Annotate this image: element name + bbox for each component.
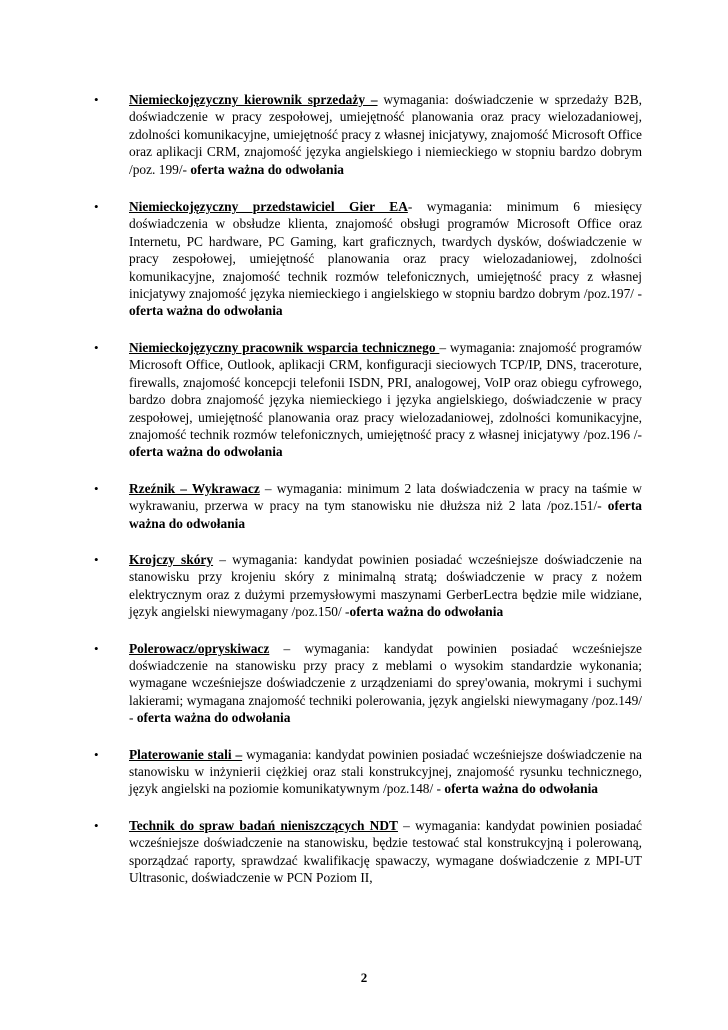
bullet-icon: • xyxy=(94,339,99,355)
bullet-icon: • xyxy=(94,92,99,107)
offer-requirements: – wymagania: kandydat powinien posiadać wcześniejsze doświadczenie na stanowisku, będzie testować stal konstrukcyjną i polerowaną, sporządzać raporty, sprawdzać kwalifikację spawaczy, wymagane doświadczenie z MPI-UT Ultrasonic, doświadczenie w PCN Poziom II, xyxy=(129,817,642,886)
offer-requirements: – wymagania: kandydat powinien posiadać wcześniejsze doświadczenie na stanowisku przy pracy z meblami o wysokim standardzie wykonania; wymagane wcześniejsze doświadczenie z urządzeniami do sprey'owania, mokrymi i suchymi lakierami; wymagana znajomość techniki polerowania, język angielski niewymagany /poz.149/ - xyxy=(129,640,642,726)
offer-title: Niemieckojęzyczny pracownik wsparcia technicznego xyxy=(129,339,440,355)
job-offer-item xyxy=(94,640,642,727)
job-offer-item xyxy=(94,746,642,798)
offer-validity: oferta ważna do odwołania xyxy=(444,781,598,797)
offer-title: Technik do spraw badań nieniszczących NDT xyxy=(129,817,398,833)
page-number: 2 xyxy=(360,970,368,985)
bullet-icon: • xyxy=(94,480,99,496)
offer-title: Krojczy skóry xyxy=(129,551,214,567)
offer-validity: oferta ważna do odwołania xyxy=(129,303,283,319)
job-offer-item xyxy=(94,551,642,621)
offer-title: Niemieckojęzyczny przedstawiciel Gier EA xyxy=(129,199,408,215)
offer-title: Niemieckojęzyczny kierownik sprzedaży – xyxy=(129,92,378,107)
offer-validity: oferta ważna do odwołania xyxy=(349,604,504,620)
offer-validity: oferta ważna do odwołania xyxy=(136,710,291,726)
offer-validity: oferta ważna do odwołania xyxy=(129,444,283,460)
job-offer-item xyxy=(94,91,642,178)
offer-validity: oferta ważna do odwołania xyxy=(190,161,344,177)
offer-requirements: – wymagania: minimum 2 lata doświadczenia w pracy na taśmie w wykrawaniu, przerwa w pracy na tym stanowisku nie dłuższa niż 2 lata /poz.151/- xyxy=(129,480,642,514)
bullet-icon: • xyxy=(94,746,99,762)
offer-requirements: – wymagania: znajomość programów Microsoft Office, Outlook, aplikacji CRM, konfiguracji sieciowych TCP/IP, DNS, traceroture, firewalls, znajomość koncepcji telefonii ISDN, PRI, analogowej, VoIP oraz obiegu cyfrowego, bardzo dobra znajomość języka niemieckiego i języka angielskiego, doświadczenie w pracy zespołowej, umiejętność planowania oraz pracy wielozadaniowej, zdolności komunikacyjne, znajomość technik rozmów telefonicznych, umiejętność pracy z własnej inicjatywy /poz.196 /- xyxy=(129,339,642,442)
bullet-icon: • xyxy=(94,817,99,833)
offer-title: Polerowacz/opryskiwacz xyxy=(129,640,270,656)
bullet-icon: • xyxy=(94,199,99,215)
job-offer-item xyxy=(94,339,642,461)
offer-requirements: – wymagania: kandydat powinien posiadać wcześniejsze doświadczenie na stanowisku przy krojeniu skóry z minimalną stratą; doświadczenie w pracy z nożem elektrycznym oraz z dużymi przemysłowymi maszynami GerberLectra będzie mile widziane, język angielski niewymagany /poz.150/ - xyxy=(129,551,642,620)
job-offer-item xyxy=(94,817,642,887)
offer-requirements: wymagania: kandydat powinien posiadać wcześniejsze doświadczenie na stanowisku w inżynierii ciężkiej oraz stali konstrukcyjnej, znajomość rysunku technicznego, język angielski na poziomie komunikatywnym /poz.148/ - xyxy=(129,746,642,797)
bullet-icon: • xyxy=(94,640,99,656)
job-offer-list xyxy=(94,91,642,905)
offer-validity: oferta ważna do odwołania xyxy=(129,498,642,531)
offer-requirements: - wymagania: minimum 6 miesięcy doświadczenia w obsłudze klienta, znajomość obsługi programów Microsoft Office oraz Internetu, PC hardware, PC Gaming, kart graficznych, twardych dysków, doświadczenie w pracy zespołowej, umiejętność planowania oraz pracy wielozadaniowej, zdolności komunikacyjne, znajomość technik rozmów telefonicznych, umiejętność pracy z własnej inicjatywy znajomość języka niemieckiego i angielskiego w stopniu bardzo dobrym /poz.197/ - xyxy=(129,199,642,302)
offer-title: Platerowanie stali – xyxy=(129,746,243,762)
offer-requirements: wymagania: doświadczenie w sprzedaży B2B, doświadczenie w pracy zespołowej, umiejętność planowania oraz pracy wielozadaniowej, zdolności komunikacyjne, umiejętność pracy z własnej inicjatywy, znajomość Microsoft Office oraz aplikacji CRM, znajomość języka angielskiego i niemieckiego w stopniu bardzo dobrym /poz. 199/- xyxy=(129,92,642,177)
job-offer-item xyxy=(94,480,642,532)
offer-title: Rzeźnik – Wykrawacz xyxy=(129,480,260,496)
bullet-icon: • xyxy=(94,551,99,567)
job-offer-item xyxy=(94,198,642,320)
